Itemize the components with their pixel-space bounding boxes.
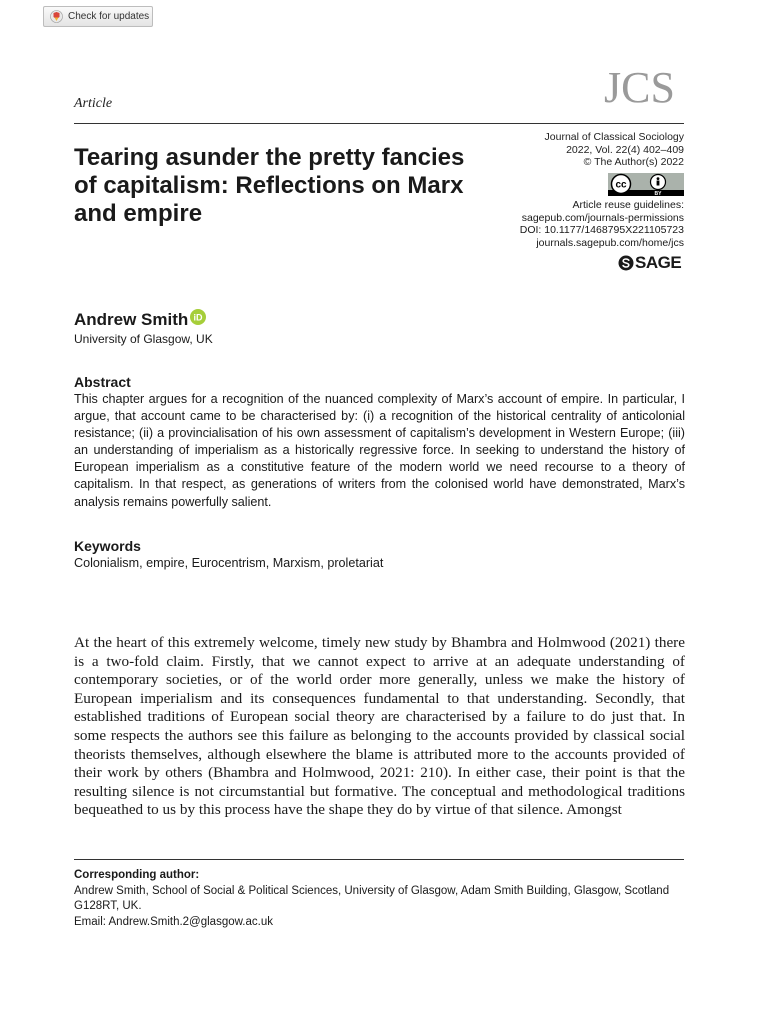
author-name: Andrew Smith bbox=[74, 310, 189, 329]
corresponding-email[interactable]: Email: Andrew.Smith.2@glasgow.ac.uk bbox=[74, 915, 273, 928]
article-type-label: Article bbox=[74, 96, 113, 111]
abstract-heading: Abstract bbox=[74, 374, 131, 390]
check-for-updates-label: Check for updates bbox=[68, 11, 150, 22]
journal-url[interactable]: journals.sagepub.com/home/jcs bbox=[536, 236, 684, 249]
reuse-link[interactable]: sagepub.com/journals-permissions bbox=[521, 211, 684, 224]
body-paragraph: At the heart of this extremely welcome, timely new study by Bhambra and Holmwood (2021) there is a two-fold claim. Firstly, that we cannot expect to arrive at an adequate understanding of contemporary societies, or of the world order more generally, unless we make the history of European imperialism and its consequences fundamental to that understanding. Secondly, that established traditions of European social theory are characterised by a failure to do just that. In some respects the authors see this failure as belonging to the accounts provided by classical social theorists themselves, although elsewhere the blame is attributed more to the accounts provided of their work by others (Bhambra and Holmwood, 2021: 210). In either case, their point is that the resulting silence is not circumstantial but formative. The conceptual and methodological traditions bequeathed to us by this process have the shape they do by virtue of that silence. Amongst bbox=[74, 634, 685, 819]
copyright: © The Author(s) 2022 bbox=[583, 156, 684, 168]
sage-wordmark: SAGE bbox=[635, 253, 682, 272]
orcid-letters: iD bbox=[193, 312, 203, 323]
doi[interactable]: DOI: 10.1177/1468795X221105723 bbox=[519, 224, 684, 236]
cc-letters: cc bbox=[615, 179, 627, 191]
article-title: Tearing asunder the pretty fancies of capitalism: Reflections on Marx and empire bbox=[74, 144, 465, 227]
by-letters: BY bbox=[654, 191, 662, 196]
reuse-label: Article reuse guidelines: bbox=[572, 199, 684, 211]
corresponding-heading: Corresponding author: bbox=[74, 869, 200, 881]
author-affiliation: University of Glasgow, UK bbox=[74, 332, 213, 346]
footnote-divider bbox=[74, 859, 684, 860]
corresponding-address: Andrew Smith, School of Social & Political Sciences, University of Glasgow, Adam Smith Building, Glasgow, Scotland G128RT, UK. bbox=[74, 884, 670, 912]
keywords-text: Colonialism, empire, Eurocentrism, Marxism, proletariat bbox=[74, 556, 384, 570]
author-line bbox=[74, 310, 206, 330]
orcid-icon[interactable] bbox=[190, 309, 206, 325]
sage-logo bbox=[618, 254, 681, 271]
crossmark-icon bbox=[50, 10, 63, 23]
journal-logo: JCS bbox=[604, 63, 675, 112]
cc-by-license-icon[interactable] bbox=[608, 173, 684, 196]
journal-name: Journal of Classical Sociology bbox=[544, 131, 684, 143]
journal-meta bbox=[545, 131, 684, 169]
volume-pages: 2022, Vol. 22(4) 402–409 bbox=[566, 143, 684, 156]
header-divider bbox=[74, 123, 684, 124]
corresponding-author-block bbox=[74, 868, 685, 930]
reuse-block bbox=[520, 199, 684, 249]
check-for-updates-button[interactable] bbox=[43, 6, 153, 27]
sage-s-icon bbox=[618, 255, 634, 271]
abstract-text: This chapter argues for a recognition of the nuanced complexity of Marx’s account of empire. In particular, I argue, that account came to be characterised by: (i) a recognition of the historical centrality of anticolonial resistance; (ii) a provincialisation of his own assessment of capitalism’s development in Western Europe; (iii) an understanding of imperialism as a historically regressive force. In seeking to understand the history of European imperialism as a constitutive feature of the modern world we need recourse to a theory of capitalism. In that respect, as generations of writers from the colonised world have demonstrated, Marx’s analysis remains powerfully salient. bbox=[74, 392, 685, 509]
keywords-heading: Keywords bbox=[74, 538, 141, 554]
